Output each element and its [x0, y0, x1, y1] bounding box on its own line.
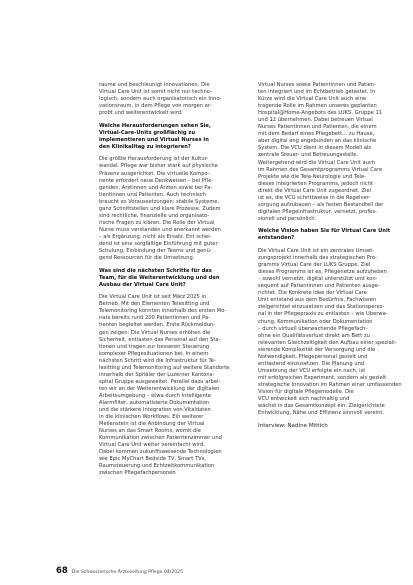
text-line: ganz Schnittstellen und klare Prozesse. Zudem [99, 205, 221, 212]
text-line: Welche Herausforderungen sehen Sie, [99, 122, 211, 129]
text-line: gend Ressourcen für die Umsetzung. [99, 255, 195, 262]
text-line: aber digital eng angebunden an das klinische [258, 138, 377, 145]
text-line: Raumsteuerung und Echtzeitkommunikation [99, 463, 215, 470]
text-line: ten integriert und im Echtbetrieb getestet. In [258, 89, 375, 96]
text-line: tionen und tragen zur besseren Steuerung [99, 343, 210, 350]
text-line: sierende Komplexität der Versorgung und die [258, 346, 376, 353]
text-line: digitalen Pflegeinfrastruktur, vernetzt, profes- [258, 208, 377, 215]
text-line: nente erfordert neue Denkweisen – bei Pfle- [99, 177, 214, 184]
text-line: gen zeigen: Die Virtual Nurses erhöhen die [99, 329, 211, 336]
text-line: genden, Ärztinnen und Ärzten sowie bei Pa- [99, 184, 213, 191]
text-line: Telemonitoring konnten innerhalb des ersten Mo- [99, 308, 227, 315]
text-line: System. Die VCU dient in diesem Modell als [258, 145, 372, 152]
text-line: lesitting und Telemonitoring auf weitere Standorte [99, 364, 230, 371]
text-line: entstanden? [258, 235, 295, 242]
text-line: den Klinikalltag zu integrieren? [99, 143, 191, 150]
text-line: Umsetzung der VCU erfolgte ein nach, ist [258, 367, 366, 374]
text-line: und die stärkere Integration von Vitaldaten [99, 407, 211, 414]
text-line: Nurses an das Smart Rooms, womit die [99, 428, 201, 435]
question-heading [258, 228, 406, 242]
text-line: Betrieb. Mit den Elementen Telesitting und [99, 301, 210, 308]
text-line: nächsten Schritt wird die Infrastruktur für Te- [99, 357, 216, 364]
text-line: Weitergehend wird die Virtual Care Unit auch [258, 159, 376, 166]
text-line: im Rahmen des Gesamtprogramms Virtual Care [258, 166, 383, 173]
text-line: richtet. Die Konkrete Idee der Virtual Care [258, 290, 367, 297]
text-line: Welche Vision haben Sie für Virtual Care Unit [258, 228, 391, 235]
text-line: dieses Programms ist es, Pflegenetze aufzuheben [258, 269, 387, 276]
text-line: zentrale Steuer- und Betreuungsstelle. [258, 152, 359, 159]
text-line: sorgung aufzubauen – als festen Bestandteil der [258, 201, 384, 208]
text-line: zungsprojekt innerhalb des strategischen Pro- [258, 255, 378, 262]
text-line: wandel. Pflege war bisher stark auf physische [99, 163, 218, 170]
text-line: strategische Innovation im Rahmen einer umfassenden [258, 381, 402, 388]
text-line: Hospital@Home-Angebots des LUKS, Gruppe 11 [258, 110, 383, 117]
text-line: vationsraum, in dem Pflege von morgen er- [99, 103, 212, 110]
text-line: spital Gruppe ausgeweitet. Parallel dazu arbei- [99, 378, 221, 385]
interview-credit: Interview: Nadine Mittich [258, 423, 328, 430]
text-line: mit dem Bedarf eines Pflegebett... zu Hause, [258, 131, 375, 138]
text-line: wächst in das Gesamtkonzept ein. Zielgerichtete [258, 403, 385, 410]
text-line: dieses integrierten Programms, jedoch nicht [258, 180, 374, 187]
text-line: implementieren und Virtual Nurses in [99, 136, 209, 143]
text-line: in die klinischen Workflows. Ein weiterer [99, 414, 204, 421]
text-line: tientinnen und Patienten. Auch technisch [99, 191, 206, 198]
text-line: Nurses Patientinnen und Patienten, die einem [258, 124, 377, 131]
text-line: Entwicklung, Nähe und Effizienz sinnvoll vereint. [258, 410, 385, 417]
text-line: logisch, sondern auch organisatorisch ein Inno- [99, 96, 222, 103]
text-line: Vision für digitale Pflegemodelle. Die [258, 388, 354, 395]
text-line: Die Virtual Care Unit ist seit März 2025 in [99, 294, 207, 301]
text-line: Kommunikation zwischen Patientenzimmer und [99, 435, 222, 442]
text-line: Unit entstand aus dem Bedürfnis, Fachwissen [258, 297, 377, 304]
question-heading [99, 268, 247, 289]
text-line: Virtual Care Unit weiter vereinfacht wird. [99, 442, 205, 449]
page-number: 68 [56, 566, 68, 576]
text-line: ist es, die VCU schrittweise in die Regelver- [258, 194, 371, 201]
text-line: ohne ein Qualitätsverlust direkt am Bett zu [258, 332, 370, 339]
text-line: innerhalb der Spitäler der Luzerner Kantons- [99, 371, 215, 378]
text-line: entlastend einzusetzen. Die Planung und [258, 360, 365, 367]
publication-credit: Die Schweizerische Ärztezeitung Pflege 04/2025 [71, 570, 184, 575]
text-line: VCU entwickelt sich nachhaltig und [258, 396, 350, 403]
text-line: Virtual Nurses sowie Patientinnen und Patien- [258, 82, 377, 88]
text-line: Ausbau der Virtual Care Unit? [99, 281, 186, 288]
text-line: Die Virtual Care Unit ist ein zentrales Umset- [258, 248, 375, 255]
text-line: Nurse muss verstanden und anerkannt werden [99, 226, 221, 233]
body-paragraph [99, 294, 247, 477]
text-line: nats bereits rund 200 Patientinnen und Pa- [99, 315, 211, 322]
text-line: Alarmfilter, automatisierte Dokumentation [99, 399, 210, 406]
text-line: sionell und persönlich. [258, 215, 317, 222]
text-line: braucht es Voraussetzungen: stabile Systeme, [99, 198, 220, 205]
body-paragraph [258, 82, 406, 223]
body-paragraph [258, 248, 406, 417]
text-line: Meilenstein ist die Anbindung der Virtual [99, 421, 205, 428]
text-line: zielgerichtet einzusetzen und das Stationsperso- [258, 304, 385, 311]
text-line: Die größte Herausforderung ist der Kultur- [99, 156, 209, 163]
right-column [258, 82, 406, 431]
text-line: chung, Kommunikation oder Dokumentation [258, 318, 373, 325]
left-column [99, 82, 247, 483]
text-line: Notwendigkeit, Pflegepersonal gezielt und [258, 353, 368, 360]
text-line: wie Epic MyChart Bedside TV, Smart TVs, [99, 456, 207, 463]
text-line: Team, für die Weiterentwicklung und den [99, 274, 220, 281]
text-line: raume und beschleunigt Innovationen. Die [99, 82, 210, 88]
text-line: – sowohl vernetzt, digital unterstützt und kon- [258, 276, 378, 283]
page-footer [56, 566, 183, 576]
text-line: – als Ergänzung, nicht als Ersatz. Ent schei- [99, 233, 212, 240]
text-line: tienten begleitet werden. Erste Rückmeldun- [99, 322, 216, 329]
body-paragraph [99, 82, 247, 117]
text-line: gramms Virtual Care der LUKS Gruppe. Ziel [258, 262, 371, 269]
text-line: tragende Rolle im Rahmen unseres geplanten [258, 103, 377, 110]
text-line: dend ist eine sorgfältige Einführung mit guter [99, 240, 218, 247]
text-line: Virtual Care Unit ist somit nicht nur techno- [99, 89, 212, 96]
text-line: mit erfolgreichen Experiment, sondern als gezielt [258, 374, 387, 381]
body-paragraph [99, 156, 247, 262]
text-line: nal in der Pflegepraxis zu entlasten – wie Überwa- [258, 311, 388, 318]
text-line: komplexer Pflegesituationen bei. In einem [99, 350, 209, 357]
text-line: Projekte wie die Tele-Neurologie und Tele- [258, 173, 366, 180]
text-line: Arbeitsumgebung – etwa durch intelligente [99, 392, 211, 399]
text-line: Sicherheit, entlasten das Personal auf den Sta- [99, 336, 221, 343]
text-line: ten wir an der Weiterentwicklung der digitalen [99, 385, 220, 392]
text-line: probt und weiterentwickelt wird. [99, 110, 183, 117]
question-heading [99, 123, 247, 151]
text-line: sind rechtliche, finanzielle und organisato- [99, 212, 210, 219]
text-line: Schulung, Einbindung der Teams und genü- [99, 248, 212, 255]
text-line: – durch virtuell überwachende Pflegefach- [258, 325, 368, 332]
text-line: sequent auf Patientinnen und Patienten ausge- [258, 283, 380, 290]
text-line: und 12 übernehmen. Dabei betreuen Virtual [258, 117, 373, 124]
text-line: Kürze wird die Virtual Care Unit auch eine [258, 96, 367, 103]
text-line: zwischen Pflegefachpersonen [99, 470, 176, 477]
text-line: Dabei kommen zukunftsweisende Technologien [99, 449, 222, 456]
text-line: Virtual-Care-Units großflächig zu [99, 129, 196, 136]
text-line: relevanten Gleichzeitigkeit den Aufbau einer speziali- [258, 339, 397, 346]
text-line: Präsenz ausgerichtet. Die virtuelle Kompo- [99, 170, 210, 177]
text-line: direkt die Virtual Care Unit zugeordnet. Ziel [258, 187, 371, 194]
text-line: rische Fragen zu klären. Die Rolle der Virtual [99, 219, 215, 226]
text-line: Was sind die nächsten Schritte für das [99, 267, 212, 274]
right-column-body [258, 82, 406, 417]
